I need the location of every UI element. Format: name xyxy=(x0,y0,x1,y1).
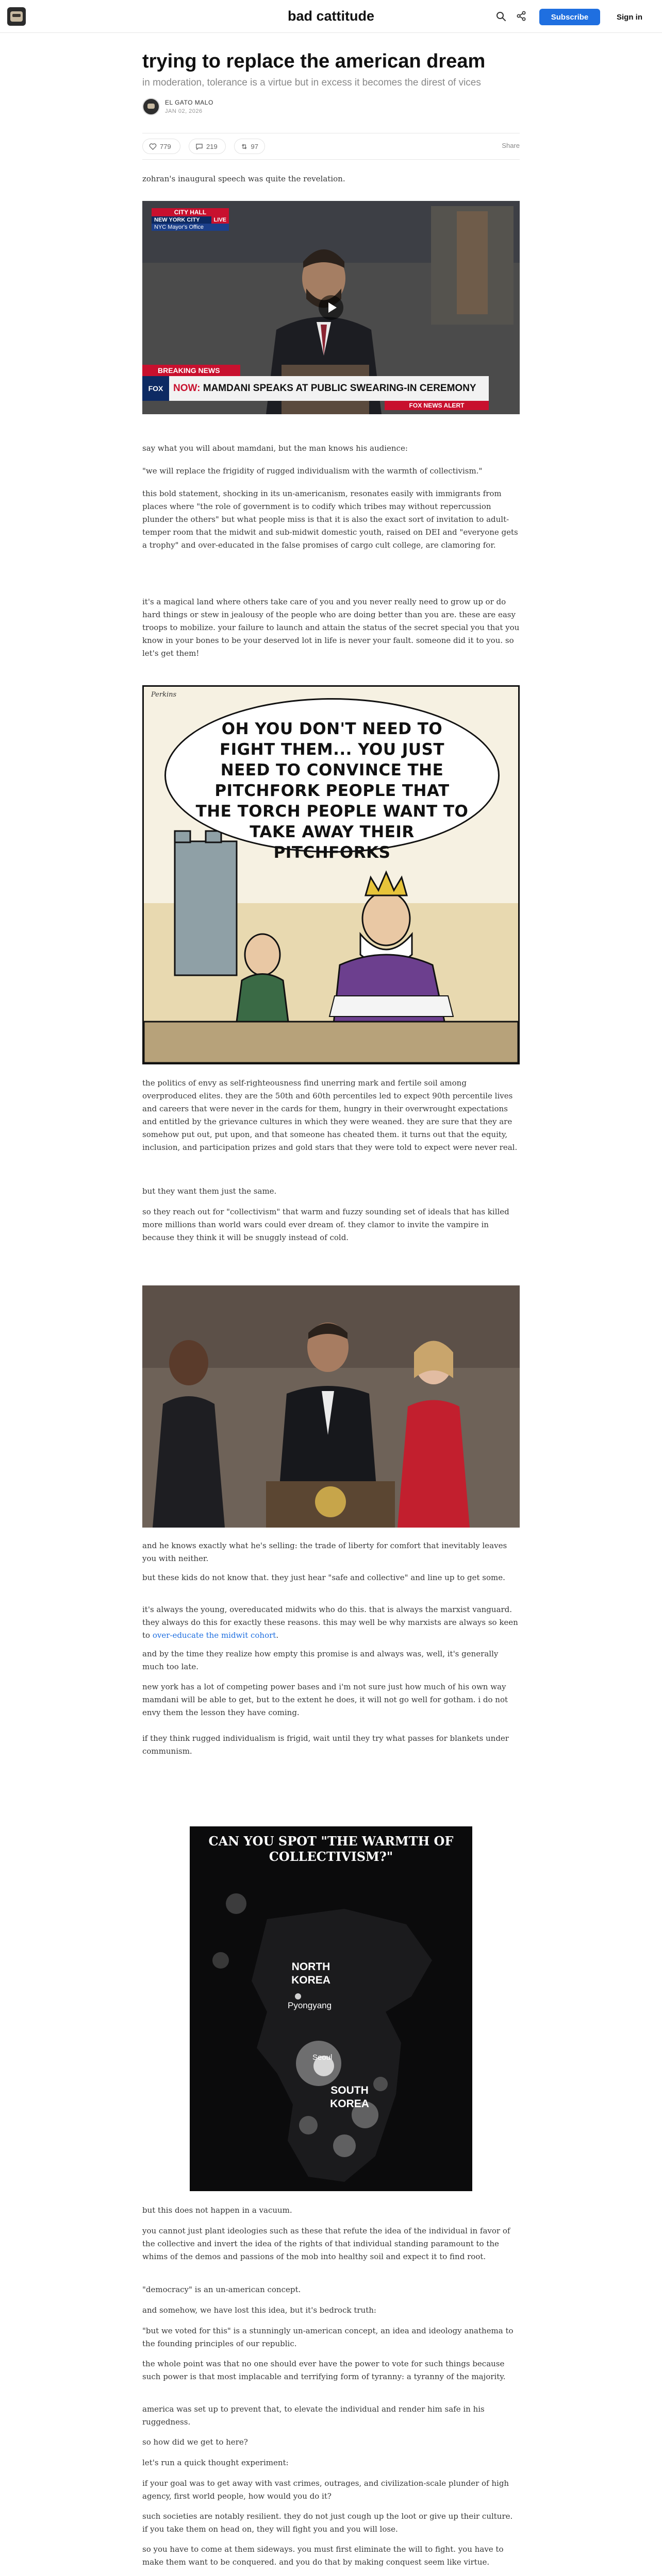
speech-bubble-text: OH YOU DON'T NEED TO FIGHT THEM... YOU JUST NEED TO CONVINCE THE PITCHFORK PEOPLE THAT THE TORCH PEOPLE WANT TO TAKE AWAY THEIR PITCHFORKS xyxy=(195,720,469,862)
paragraph-text: it's always the young, overeducated midwits who do this. that is always the marxist vanguard. they always do this for exactly these reasons. this may well be why marxists are always so keen to xyxy=(142,1605,518,1640)
paragraph: it's a magical land where others take care of you and you never really need to grow up or do hard things or stew in jealousy of the people who are doing better than you are. these are easy troops to mobilize. your failure to launch and attain the status of the secret special you that you know in your bones to be your deserved lot in life is never your fault. someone did it to you. so let's get them! xyxy=(142,597,520,658)
share-icon[interactable] xyxy=(516,10,527,22)
subscribe-button[interactable]: Subscribe xyxy=(539,9,600,25)
top-bar xyxy=(0,0,662,33)
paragraph: so how did we get to here? xyxy=(142,2437,248,2447)
breaking-news-label: BREAKING NEWS xyxy=(142,365,240,376)
paragraph: new york has a lot of competing power bases and i'm not sure just how much of his own way mamdani will be able to get, but to the extent he does, it will not go well for gotham. i do not envy them the lesson they have coming. xyxy=(142,1682,508,1717)
article-title: trying to replace the american dream xyxy=(142,50,486,72)
headline-bar xyxy=(169,376,489,401)
article-subtitle: in moderation, tolerance is a virtue but in excess it becomes the direst of vices xyxy=(142,77,481,88)
play-button[interactable] xyxy=(319,295,343,320)
network-logo: FOX xyxy=(142,376,169,401)
restack-count: 97 xyxy=(251,142,258,150)
paragraph: but this does not happen in a vacuum. xyxy=(142,2206,292,2215)
restack-icon xyxy=(241,143,248,150)
author-avatar[interactable] xyxy=(142,98,160,115)
search-icon[interactable] xyxy=(496,11,506,22)
signin-button[interactable]: Sign in xyxy=(607,9,652,25)
share-button[interactable]: Share xyxy=(502,142,520,149)
paragraph: zohran's inaugural speech was quite the revelation. xyxy=(142,174,345,183)
paragraph: you cannot just plant ideologies such as these that refute the idea of the individual in favor of the collective and invert the idea of the rights of that individual standing paramount to the whims of the demos and passions of the mob into healthy soil and expect it to find root. xyxy=(142,2226,510,2261)
headline-text: MAMDANI SPEAKS AT PUBLIC SWEARING-IN CEREMONY xyxy=(203,383,476,394)
video-player[interactable] xyxy=(142,201,520,414)
korea-night-map[interactable] xyxy=(190,1826,472,2191)
comic-image[interactable] xyxy=(142,685,520,1064)
publication-name[interactable]: bad cattitude xyxy=(287,8,374,24)
headline-now: NOW: xyxy=(173,383,201,394)
post-actions xyxy=(142,133,520,160)
label-seoul: Seoul xyxy=(312,2053,333,2062)
cartoonist-signature: Perkins xyxy=(151,691,177,699)
like-count: 779 xyxy=(160,142,171,150)
paragraph: but these kids do not know that. they just hear "safe and collective" and line up to get some. xyxy=(142,1573,505,1582)
restack-button[interactable] xyxy=(234,139,265,154)
comment-icon xyxy=(195,143,203,150)
post-date: JAN 02, 2026 xyxy=(165,108,203,114)
paragraph: but they want them just the same. xyxy=(142,1187,277,1196)
paragraph: let's run a quick thought experiment: xyxy=(142,2458,289,2467)
like-button[interactable] xyxy=(142,139,180,154)
live-badge: LIVE xyxy=(211,216,229,224)
photo-inauguration[interactable] xyxy=(142,1285,520,1528)
paragraph: this bold statement, shocking in its un-americanism, resonates easily with immigrants from places where "the role of government is to codify which tribes may without repercussion plunder the others" but what people miss is that it is also the exact sort of invitation to adult-temper room that the midwit and sub-midwit domestic youth, raised on DEI and "everyone gets a trophy" and over-educated in the false promises of cargo cult college, are clamoring for. xyxy=(142,489,518,550)
paragraph: say what you will about mamdani, but the man knows his audience: xyxy=(142,444,408,453)
paragraph: and by the time they realize how empty this promise is and always was, well, it's generally much too late. xyxy=(142,1649,499,1671)
label-south-korea: SOUTH KOREA xyxy=(330,2084,369,2110)
paragraph: if they think rugged individualism is frigid, wait until they try what passes for blankets under communism. xyxy=(142,1734,509,1756)
label-north-korea: NORTH KOREA xyxy=(291,1961,330,1986)
paragraph: if your goal was to get away with vast crimes, outrages, and civilization-scale plunder of high agency, first world people, how would you do it? xyxy=(142,2479,509,2501)
paragraph: the politics of envy as self-righteousness find unerring mark and fertile soil among overproduced elites. they are the 50th and 60th percentiles led to expect 90th percentile lives and careers that were never in the cards for them, hungry in their overwrought expectations and entitled by the grievance cultures in which they were weaned. they are sure that they are somehow put out, put upon, and that someone has cheated them. it turns out that the equity, inclusion, and participation prizes and gold stars that they were told to expect were never real. xyxy=(142,1078,518,1152)
author-name[interactable]: EL GATO MALO xyxy=(165,99,213,106)
chyron-location xyxy=(152,208,229,231)
news-alert-label: FOX NEWS ALERT xyxy=(385,401,489,410)
quote: "we will replace the frigidity of rugged individualism with the warmth of collectivism." xyxy=(142,466,483,476)
byline xyxy=(142,98,520,118)
paragraph: such societies are notably resilient. they do not just cough up the loot or give up their culture. if you take them on head on, they will fight you and you will lose. xyxy=(142,2512,513,2534)
chyron-city: NEW YORK CITY xyxy=(152,216,211,224)
paragraph-end: . xyxy=(276,1631,279,1640)
midwit-cohort-link[interactable]: over-educate the midwit cohort xyxy=(152,1631,276,1640)
quote: "but we voted for this" is a stunningly un-american concept, an idea and ideology anathema to the founding principles of our republic. xyxy=(142,2326,514,2348)
label-pyongyang: Pyongyang xyxy=(288,2001,332,2010)
paragraph: so they reach out for "collectivism" that warm and fuzzy sounding set of ideals that has killed more millions than world wars could ever dream of. they clamor to invite the vampire in because they think it will be snuggly instead of cold. xyxy=(142,1207,509,1242)
chyron-office: NYC Mayor's Office xyxy=(152,224,229,231)
map-title: CAN YOU SPOT "THE WARMTH OF COLLECTIVISM?" xyxy=(208,1834,454,1864)
comment-button[interactable] xyxy=(189,139,226,154)
comment-count: 219 xyxy=(206,142,218,150)
paragraph: so you have to come at them sideways. you must first eliminate the will to fight. you have to make them want to be conquered. and you do that by making conquest seem like virtue. xyxy=(142,2545,504,2567)
photo-art xyxy=(142,1285,520,1528)
paragraph: "democracy" is an un-american concept. xyxy=(142,2285,301,2294)
play-icon xyxy=(319,295,343,320)
paragraph: and somehow, we have lost this idea, but it's bedrock truth: xyxy=(142,2306,376,2315)
heart-icon xyxy=(149,143,157,150)
paragraph: america was set up to prevent that, to elevate the individual and render him safe in his ruggedness. xyxy=(142,2404,485,2427)
chyron-top: CITY HALL xyxy=(152,208,229,216)
paragraph: and he knows exactly what he's selling: the trade of liberty for comfort that inevitably leaves you with neither. xyxy=(142,1541,507,1563)
paragraph xyxy=(142,1603,520,1642)
paragraph: the whole point was that no one should ever have the power to vote for such things because such power is that most implacable and terrifying form of tyranny: a tyranny of the majority. xyxy=(142,2359,506,2381)
